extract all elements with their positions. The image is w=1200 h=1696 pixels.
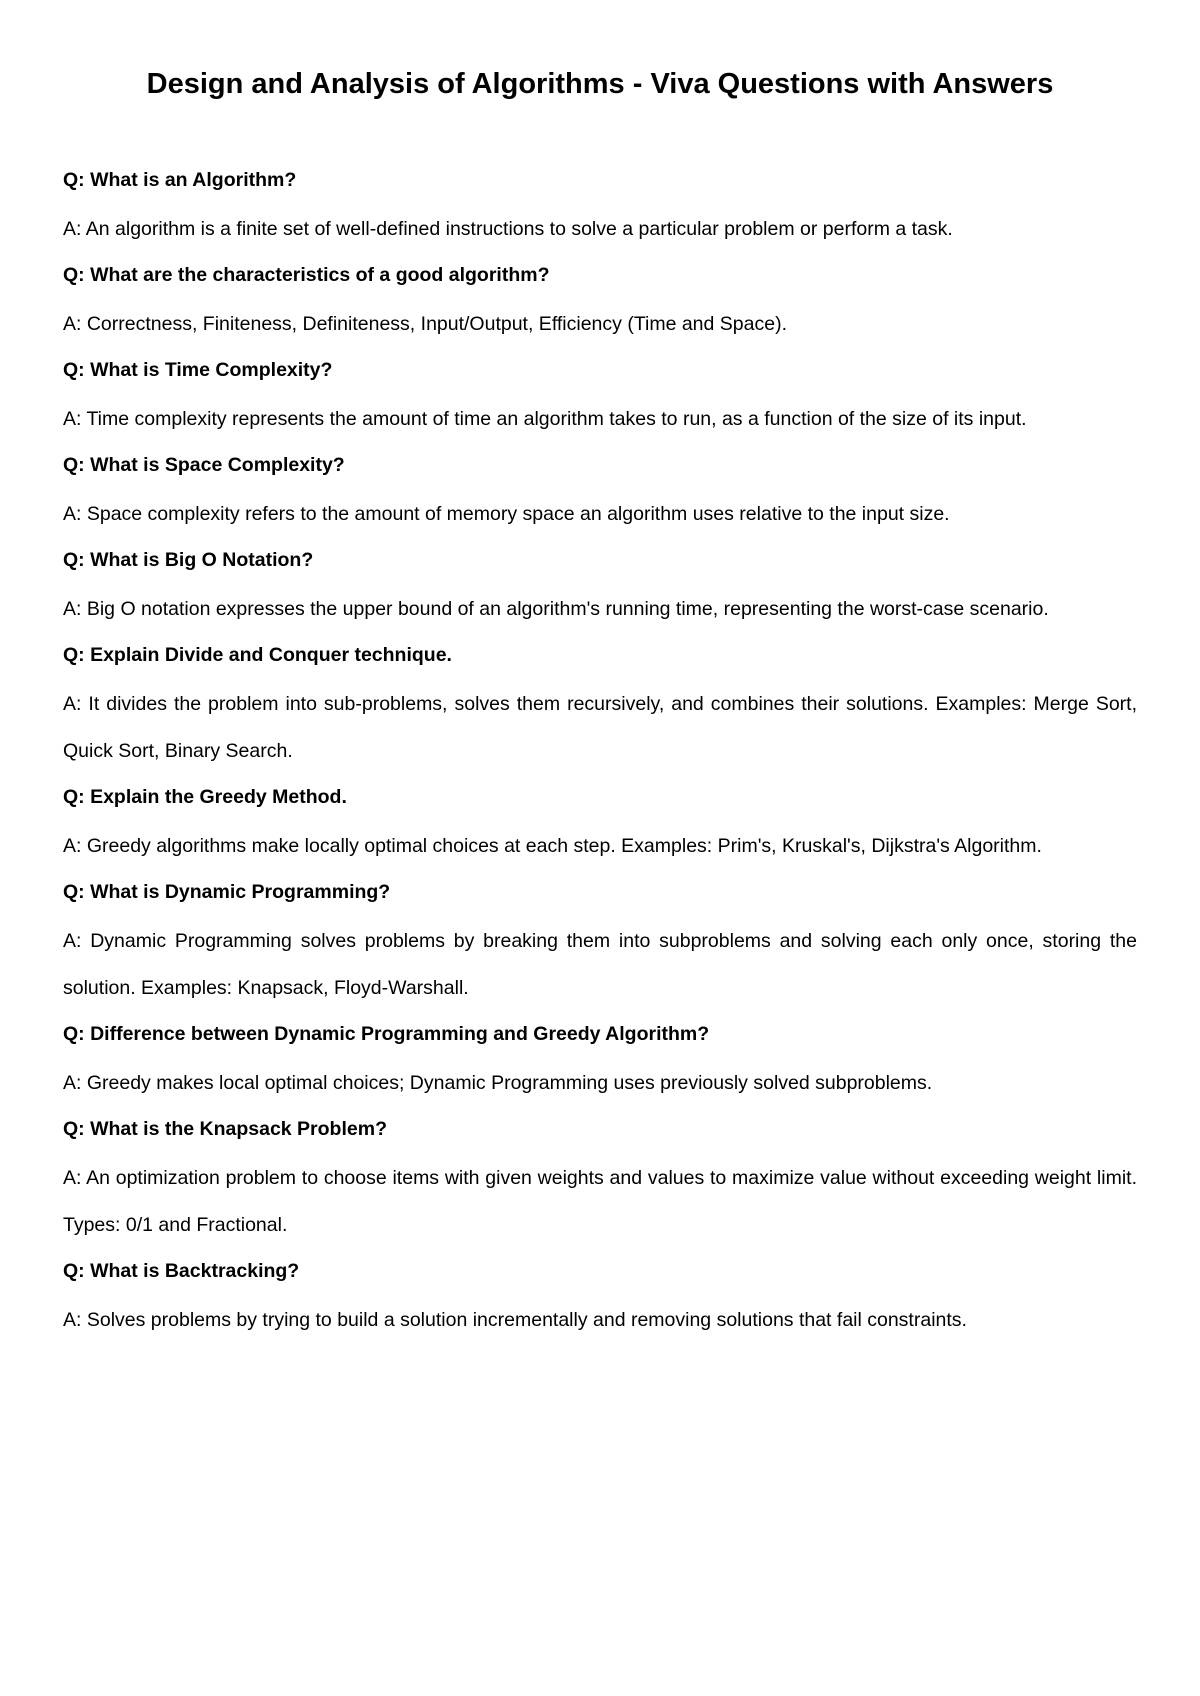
page-title: Design and Analysis of Algorithms - Viva Questions with Answers [146, 68, 1054, 100]
qa-item-dp-vs-greedy [63, 1021, 1137, 1107]
answer: A: Space complexity refers to the amount of memory space an algorithm uses relative to the input size. [63, 503, 950, 525]
qa-item-greedy [63, 784, 1137, 870]
answer: A: Dynamic Programming solves problems by breaking them into subproblems and solving each only once, storing the solution. Examples: Knapsack, Floyd-Warshall. [63, 930, 1137, 999]
question: Q: Explain the Greedy Method. [63, 786, 347, 808]
qa-item-space-complexity [63, 452, 1137, 538]
answer: A: Correctness, Finiteness, Definiteness, Input/Output, Efficiency (Time and Space). [63, 313, 787, 335]
question: Q: What are the characteristics of a good algorithm? [63, 264, 550, 286]
question: Q: What is Dynamic Programming? [63, 881, 391, 903]
question: Q: Difference between Dynamic Programming and Greedy Algorithm? [63, 1023, 710, 1045]
answer: A: Greedy algorithms make locally optimal choices at each step. Examples: Prim's, Kruskal's, Dijkstra's Algorithm. [63, 835, 1042, 857]
answer: A: An algorithm is a finite set of well-defined instructions to solve a particular problem or perform a task. [63, 218, 953, 240]
answer: A: Time complexity represents the amount of time an algorithm takes to run, as a function of the size of its input. [63, 408, 1027, 430]
question: Q: What is Big O Notation? [63, 549, 314, 571]
answer: A: Big O notation expresses the upper bound of an algorithm's running time, representing the worst-case scenario. [63, 598, 1049, 620]
question: Q: What is the Knapsack Problem? [63, 1118, 387, 1140]
qa-item-big-o [63, 547, 1137, 633]
qa-list [63, 167, 1137, 1344]
qa-item-time-complexity [63, 357, 1137, 443]
qa-item-dynamic-programming [63, 879, 1137, 1012]
question: Q: What is an Algorithm? [63, 169, 297, 191]
question: Q: What is Space Complexity? [63, 454, 345, 476]
question: Q: Explain Divide and Conquer technique. [63, 644, 452, 666]
qa-item-backtracking [63, 1258, 1137, 1344]
qa-item-knapsack [63, 1116, 1137, 1249]
answer: A: It divides the problem into sub-problems, solves them recursively, and combines their solutions. Examples: Merge Sort, Quick Sort, Binary Search. [63, 693, 1137, 762]
qa-item-divide-conquer [63, 642, 1137, 775]
question: Q: What is Backtracking? [63, 1260, 300, 1282]
qa-item-algorithm [63, 167, 1137, 253]
answer: A: Greedy makes local optimal choices; Dynamic Programming uses previously solved subproblems. [63, 1072, 933, 1094]
qa-item-characteristics [63, 262, 1137, 348]
answer: A: An optimization problem to choose items with given weights and values to maximize value without exceeding weight limit. Types: 0/1 and Fractional. [63, 1167, 1137, 1236]
question: Q: What is Time Complexity? [63, 359, 333, 381]
answer: A: Solves problems by trying to build a solution incrementally and removing solutions that fail constraints. [63, 1309, 967, 1331]
